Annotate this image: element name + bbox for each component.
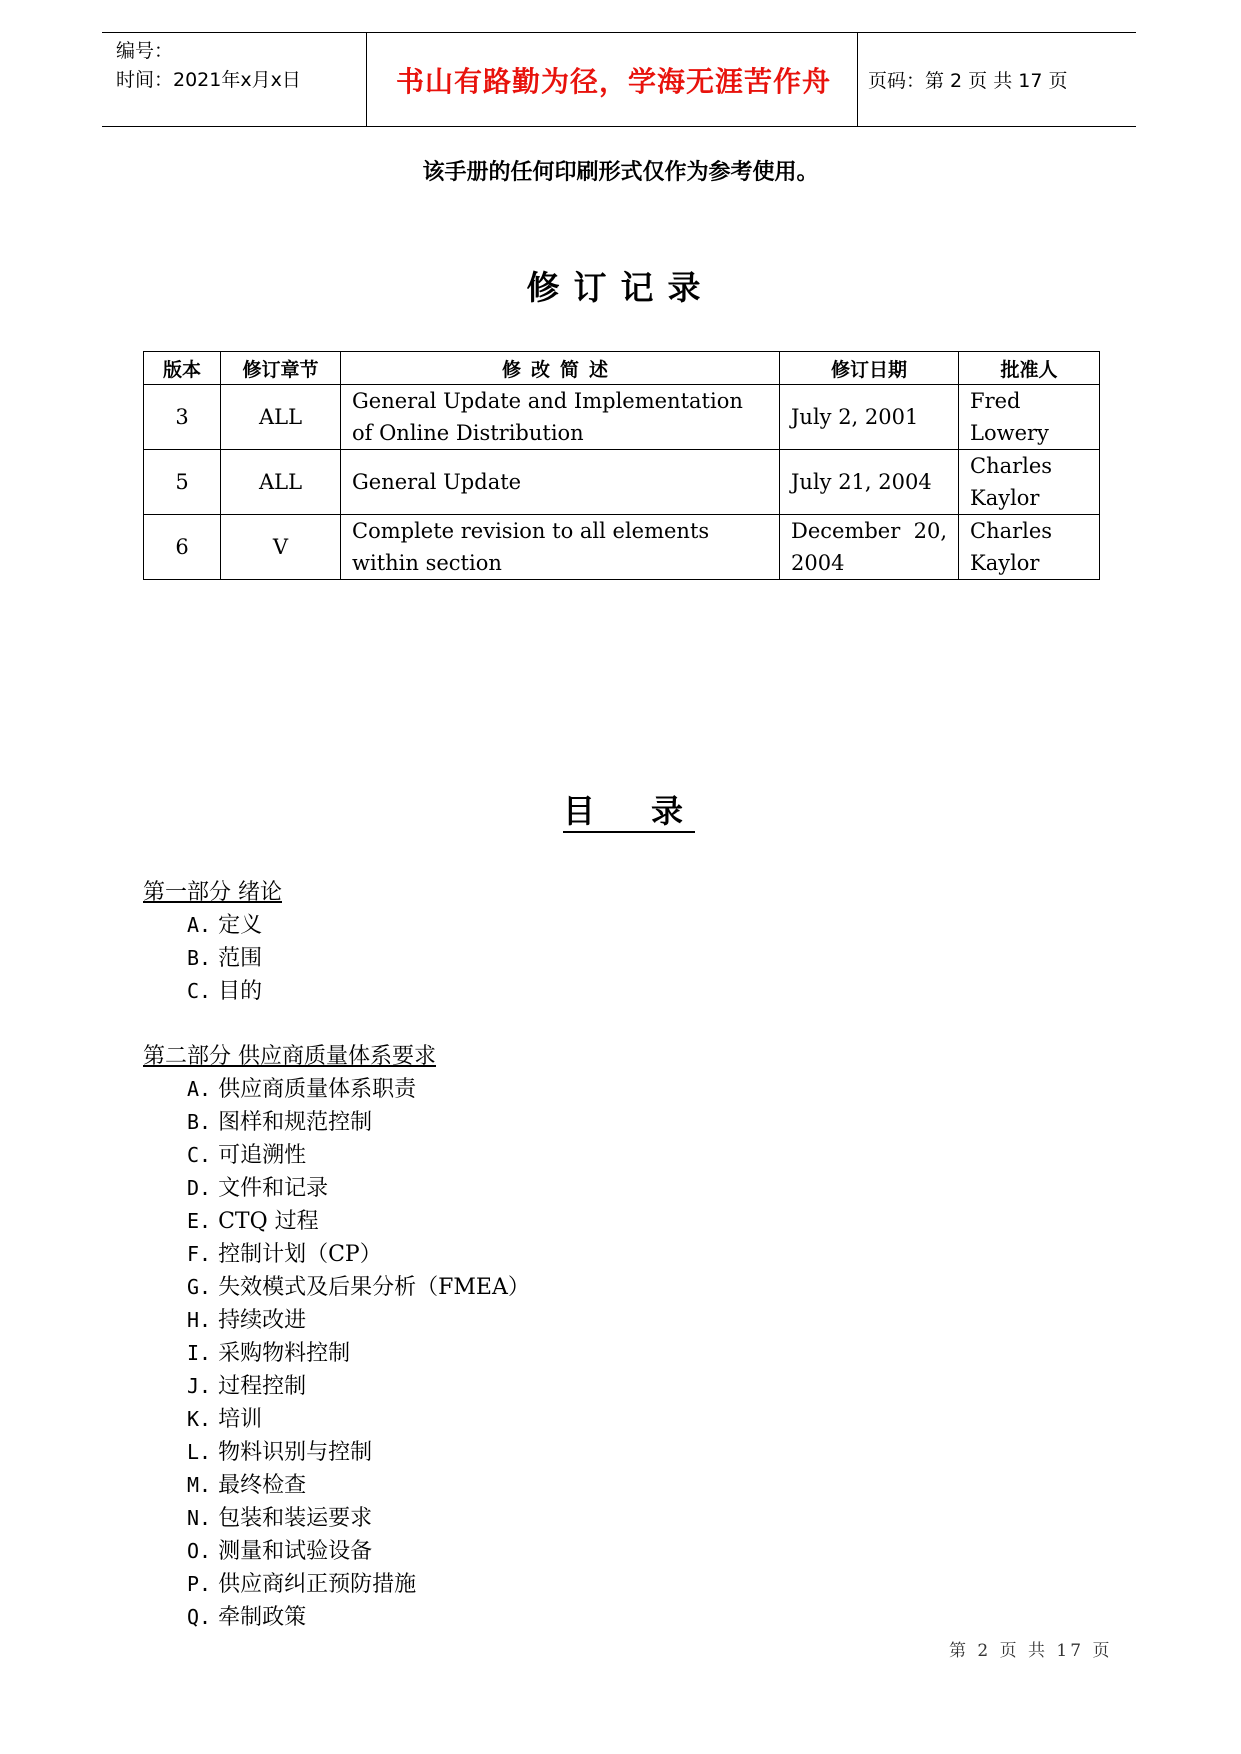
toc-item-letter: A. (187, 913, 212, 937)
toc-item-letter: A. (187, 1077, 212, 1101)
version-cell: 6 (144, 515, 221, 580)
approver-cell: Charles Kaylor (959, 450, 1100, 515)
toc-item-label: 失效模式及后果分析（FMEA） (218, 1275, 530, 1300)
toc-item-label: 测量和试验设备 (218, 1539, 373, 1564)
toc-item-letter: B. (187, 946, 212, 970)
toc-title: 目 录 (563, 793, 695, 833)
table-row (144, 515, 1100, 580)
toc-part-title[interactable]: 第二部分 供应商质量体系要求 (143, 1044, 436, 1069)
toc-item[interactable] (143, 1337, 530, 1370)
number-label: 编号： (116, 40, 174, 62)
toc-item-label: 持续改进 (218, 1308, 307, 1333)
toc-item-label: 可追溯性 (218, 1143, 307, 1168)
time-label: 时间：2021年x月x日 (116, 69, 301, 91)
column-header: 版本 (144, 352, 221, 385)
toc-item-label: 牵制政策 (218, 1605, 307, 1630)
header-divider (857, 33, 858, 126)
toc-item[interactable] (143, 1205, 530, 1238)
toc-item[interactable] (143, 1139, 530, 1172)
description-cell: General Update and Implementation of Online Distribution (341, 385, 780, 450)
toc-item-label: 最终检查 (218, 1473, 307, 1498)
date-cell: July 21, 2004 (780, 450, 959, 515)
description-cell: General Update (341, 450, 780, 515)
toc-item[interactable] (143, 1436, 530, 1469)
toc-item-letter: O. (187, 1539, 212, 1563)
toc-item-letter: M. (187, 1473, 212, 1497)
toc-item[interactable] (143, 1304, 530, 1337)
toc-item[interactable] (143, 1238, 530, 1271)
toc-item-label: 图样和规范控制 (218, 1110, 373, 1135)
column-header: 修订章节 (221, 352, 341, 385)
header-motto: 书山有路勤为径，学海无涯苦作舟 (395, 64, 831, 98)
approver-cell: Charles Kaylor (959, 515, 1100, 580)
revision-table-header (144, 352, 1100, 385)
toc-item[interactable] (143, 1073, 530, 1106)
toc-item[interactable] (143, 1469, 530, 1502)
toc-item-letter: E. (187, 1209, 212, 1233)
section-cell: ALL (221, 450, 341, 515)
toc-item-label: 控制计划（CP） (218, 1242, 382, 1267)
toc-item-letter: J. (187, 1374, 212, 1398)
toc-item-label: 培训 (218, 1407, 263, 1432)
toc-item[interactable] (143, 1370, 530, 1403)
toc-item[interactable] (143, 1172, 530, 1205)
toc-item-letter: G. (187, 1275, 212, 1299)
toc-item-label: 文件和记录 (218, 1176, 329, 1201)
table-row (144, 385, 1100, 450)
page-footer: 第 2 页 共 17 页 (949, 1641, 1113, 1661)
toc-item-label: 目的 (218, 979, 263, 1004)
page-header (102, 32, 1136, 127)
version-cell: 5 (144, 450, 221, 515)
toc-item-letter: K. (187, 1407, 212, 1431)
toc-item-label: 物料识别与控制 (218, 1440, 373, 1465)
description-cell: Complete revision to all elements within section (341, 515, 780, 580)
toc-item-label: 供应商纠正预防措施 (218, 1572, 417, 1597)
toc-part-title[interactable]: 第一部分 绪论 (143, 880, 282, 905)
toc-item-label: 范围 (218, 946, 263, 971)
revision-title: 修订记录 (526, 268, 715, 307)
column-header: 修订日期 (780, 352, 959, 385)
revision-table (143, 351, 1100, 580)
toc-item-letter: B. (187, 1110, 212, 1134)
toc-item-letter: D. (187, 1176, 212, 1200)
toc-item-label: 定义 (218, 913, 263, 938)
date-cell: July 2, 2001 (780, 385, 959, 450)
toc-item[interactable] (143, 1403, 530, 1436)
toc-item-letter: C. (187, 1143, 212, 1167)
toc-item[interactable] (143, 909, 530, 942)
toc-item-letter: H. (187, 1308, 212, 1332)
section-cell: V (221, 515, 341, 580)
toc-item-letter: C. (187, 979, 212, 1003)
column-header: 批准人 (959, 352, 1100, 385)
toc-item[interactable] (143, 1271, 530, 1304)
toc-item[interactable] (143, 1601, 530, 1634)
toc-item[interactable] (143, 1502, 530, 1535)
toc-item-label: CTQ 过程 (218, 1209, 319, 1234)
version-cell: 3 (144, 385, 221, 450)
column-header: 修改简述 (341, 352, 780, 385)
toc-item-letter: I. (187, 1341, 212, 1365)
toc-item-label: 过程控制 (218, 1374, 307, 1399)
toc-item-letter: L. (187, 1440, 212, 1464)
toc-item-letter: Q. (187, 1605, 212, 1629)
approver-cell: Fred Lowery (959, 385, 1100, 450)
toc-item-label: 供应商质量体系职责 (218, 1077, 417, 1102)
usage-notice: 该手册的任何印刷形式仅作为参考使用。 (422, 160, 819, 185)
toc-item-letter: F. (187, 1242, 212, 1266)
header-meta (116, 37, 301, 95)
date-cell: December 20, 2004 (780, 515, 959, 580)
table-row (144, 450, 1100, 515)
toc-item-label: 采购物料控制 (218, 1341, 351, 1366)
toc-item[interactable] (143, 975, 530, 1008)
toc-item[interactable] (143, 1535, 530, 1568)
toc-item[interactable] (143, 1106, 530, 1139)
toc-item-label: 包装和装运要求 (218, 1506, 373, 1531)
header-divider (366, 33, 367, 126)
toc-item[interactable] (143, 1568, 530, 1601)
header-page-label: 页码：第 2 页 共 17 页 (868, 70, 1068, 92)
toc-item-letter: P. (187, 1572, 212, 1596)
toc-item-letter: N. (187, 1506, 212, 1530)
toc-item[interactable] (143, 942, 530, 975)
table-of-contents (143, 876, 530, 1634)
section-cell: ALL (221, 385, 341, 450)
